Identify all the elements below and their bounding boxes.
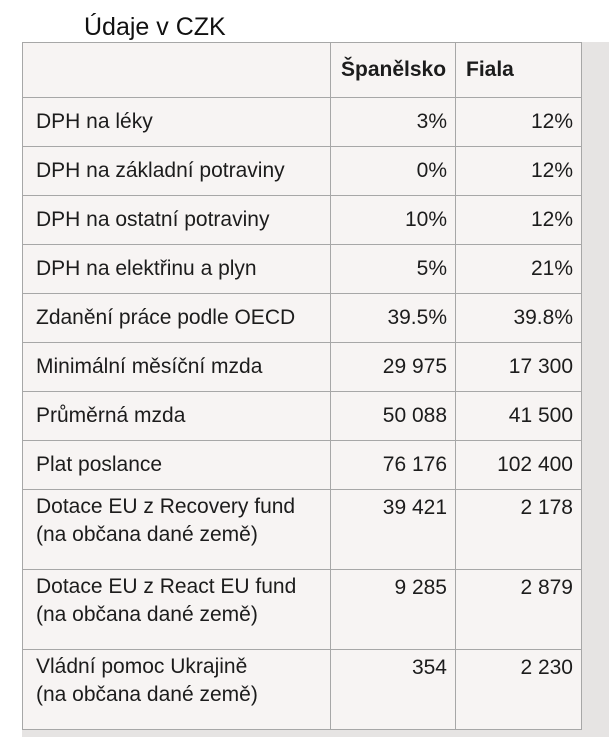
row-label: DPH na ostatní potraviny	[23, 196, 331, 245]
table-row	[23, 490, 582, 570]
table-row	[23, 441, 582, 490]
value-fiala: 12%	[456, 196, 582, 245]
row-label: Vládní pomoc Ukrajině	[36, 655, 248, 678]
value-fiala: 17 300	[456, 343, 582, 392]
value-spanelsko: 0%	[331, 147, 456, 196]
header-fiala: Fiala	[456, 43, 582, 98]
row-sublabel: (na občana dané země)	[36, 523, 258, 546]
value-spanelsko: 354	[331, 650, 456, 730]
table-row	[23, 570, 582, 650]
table-row	[23, 650, 582, 730]
value-spanelsko: 5%	[331, 245, 456, 294]
row-label: Dotace EU z React EU fund	[36, 575, 297, 598]
value-spanelsko: 39 421	[331, 490, 456, 570]
comparison-table	[22, 42, 582, 730]
table-row	[23, 147, 582, 196]
table-row	[23, 343, 582, 392]
value-spanelsko: 29 975	[331, 343, 456, 392]
row-label: Plat poslance	[23, 441, 331, 490]
value-fiala: 21%	[456, 245, 582, 294]
row-label: DPH na léky	[23, 98, 331, 147]
value-fiala: 39.8%	[456, 294, 582, 343]
value-spanelsko: 50 088	[331, 392, 456, 441]
value-fiala: 2 879	[456, 570, 582, 650]
table-row	[23, 196, 582, 245]
value-fiala: 12%	[456, 98, 582, 147]
row-sublabel: (na občana dané země)	[36, 603, 258, 626]
row-label: Minimální měsíční mzda	[23, 343, 331, 392]
value-spanelsko: 76 176	[331, 441, 456, 490]
header-spanelsko: Španělsko	[331, 43, 456, 98]
row-label: Průměrná mzda	[23, 392, 331, 441]
value-spanelsko: 9 285	[331, 570, 456, 650]
table-row	[23, 98, 582, 147]
table-row	[23, 392, 582, 441]
value-spanelsko: 39.5%	[331, 294, 456, 343]
row-label: DPH na elektřinu a plyn	[23, 245, 331, 294]
value-fiala: 41 500	[456, 392, 582, 441]
value-fiala: 12%	[456, 147, 582, 196]
value-fiala: 2 178	[456, 490, 582, 570]
row-label: DPH na základní potraviny	[23, 147, 331, 196]
header-empty	[23, 43, 331, 98]
row-sublabel: (na občana dané země)	[36, 683, 258, 706]
table-row	[23, 294, 582, 343]
row-label: Zdanění práce podle OECD	[23, 294, 331, 343]
value-spanelsko: 10%	[331, 196, 456, 245]
row-label-cell	[23, 650, 331, 730]
row-label-cell	[23, 570, 331, 650]
value-fiala: 102 400	[456, 441, 582, 490]
table-panel	[22, 42, 609, 737]
page-title: Údaje v CZK	[84, 13, 226, 41]
table-row	[23, 245, 582, 294]
row-label-cell	[23, 490, 331, 570]
row-label: Dotace EU z Recovery fund	[36, 495, 296, 518]
value-spanelsko: 3%	[331, 98, 456, 147]
value-fiala: 2 230	[456, 650, 582, 730]
header-row	[23, 43, 582, 98]
